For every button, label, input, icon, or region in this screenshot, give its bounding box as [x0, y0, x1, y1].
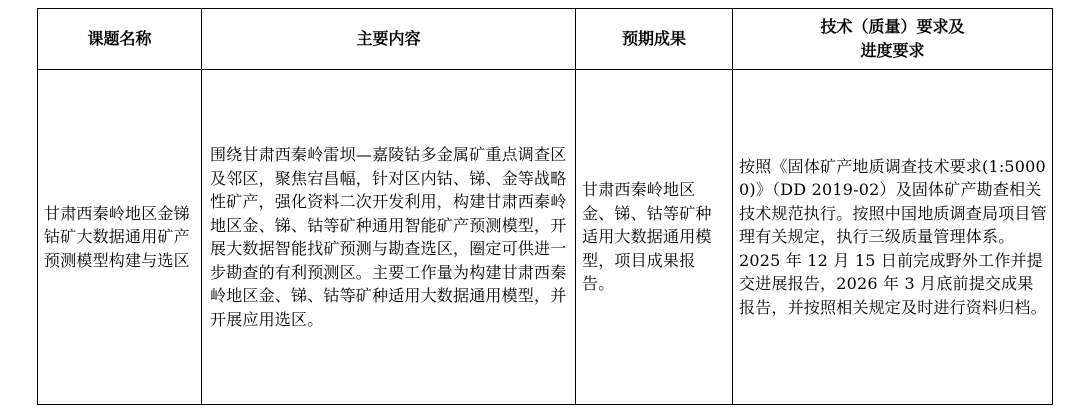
main-content-text: 围绕甘肃西秦岭雷坝—嘉陵钴多金属矿重点调查区及邻区，聚焦宕昌幅，针对区内钴、锑、金等战略性矿产，强化资料二次开发利用，构建甘肃西秦岭地区金、锑、钴等矿种通用智能矿产预测模型，开展大数据智能找矿预测与勘查选区，圈定可供进一步勘查的有利预测区。主要工作量为构建甘肃西秦岭地区金、锑、钴等矿种适用大数据通用模型，并开展应用选区。: [210, 145, 567, 329]
requirements-paragraph-quality: 按照《固体矿产地质调查技术要求(1:50000)》（DD 2019-02）及固体矿产勘查相关技术规范执行。按照中国地质调查局项目管理有关规定，执行三级质量管理体系。: [739, 156, 1047, 247]
cell-topic-name: [38, 70, 202, 405]
table-header-row: [38, 9, 1053, 70]
cell-expected-results: [576, 70, 733, 405]
cell-requirements: [733, 70, 1053, 405]
expected-results-text: 甘肃西秦岭地区金、锑、钴等矿种适用大数据通用模型，项目成果报告。: [582, 180, 712, 294]
requirements-paragraph-schedule: 2025 年 12 月 15 日前完成野外工作并提交进展报告，2026 年 3 月底前提交成果报告，并按照相关规定及时进行资料归档。: [739, 250, 1047, 317]
table-row: [38, 70, 1053, 405]
topic-name-text: 甘肃西秦岭地区金锑钴矿大数据通用矿产预测模型构建与选区: [44, 203, 190, 270]
header-expected-results: 预期成果: [576, 9, 733, 70]
cell-main-content: [202, 70, 576, 405]
header-main-content: 主要内容: [202, 9, 576, 70]
header-requirements: [733, 9, 1053, 70]
header-requirements-line2: 进度要求: [860, 41, 925, 60]
header-requirements-line1: 技术（质量）要求及: [820, 17, 965, 36]
project-task-table: [37, 8, 1053, 405]
requirements-text: [733, 155, 1052, 320]
header-topic-name: 课题名称: [38, 9, 202, 70]
